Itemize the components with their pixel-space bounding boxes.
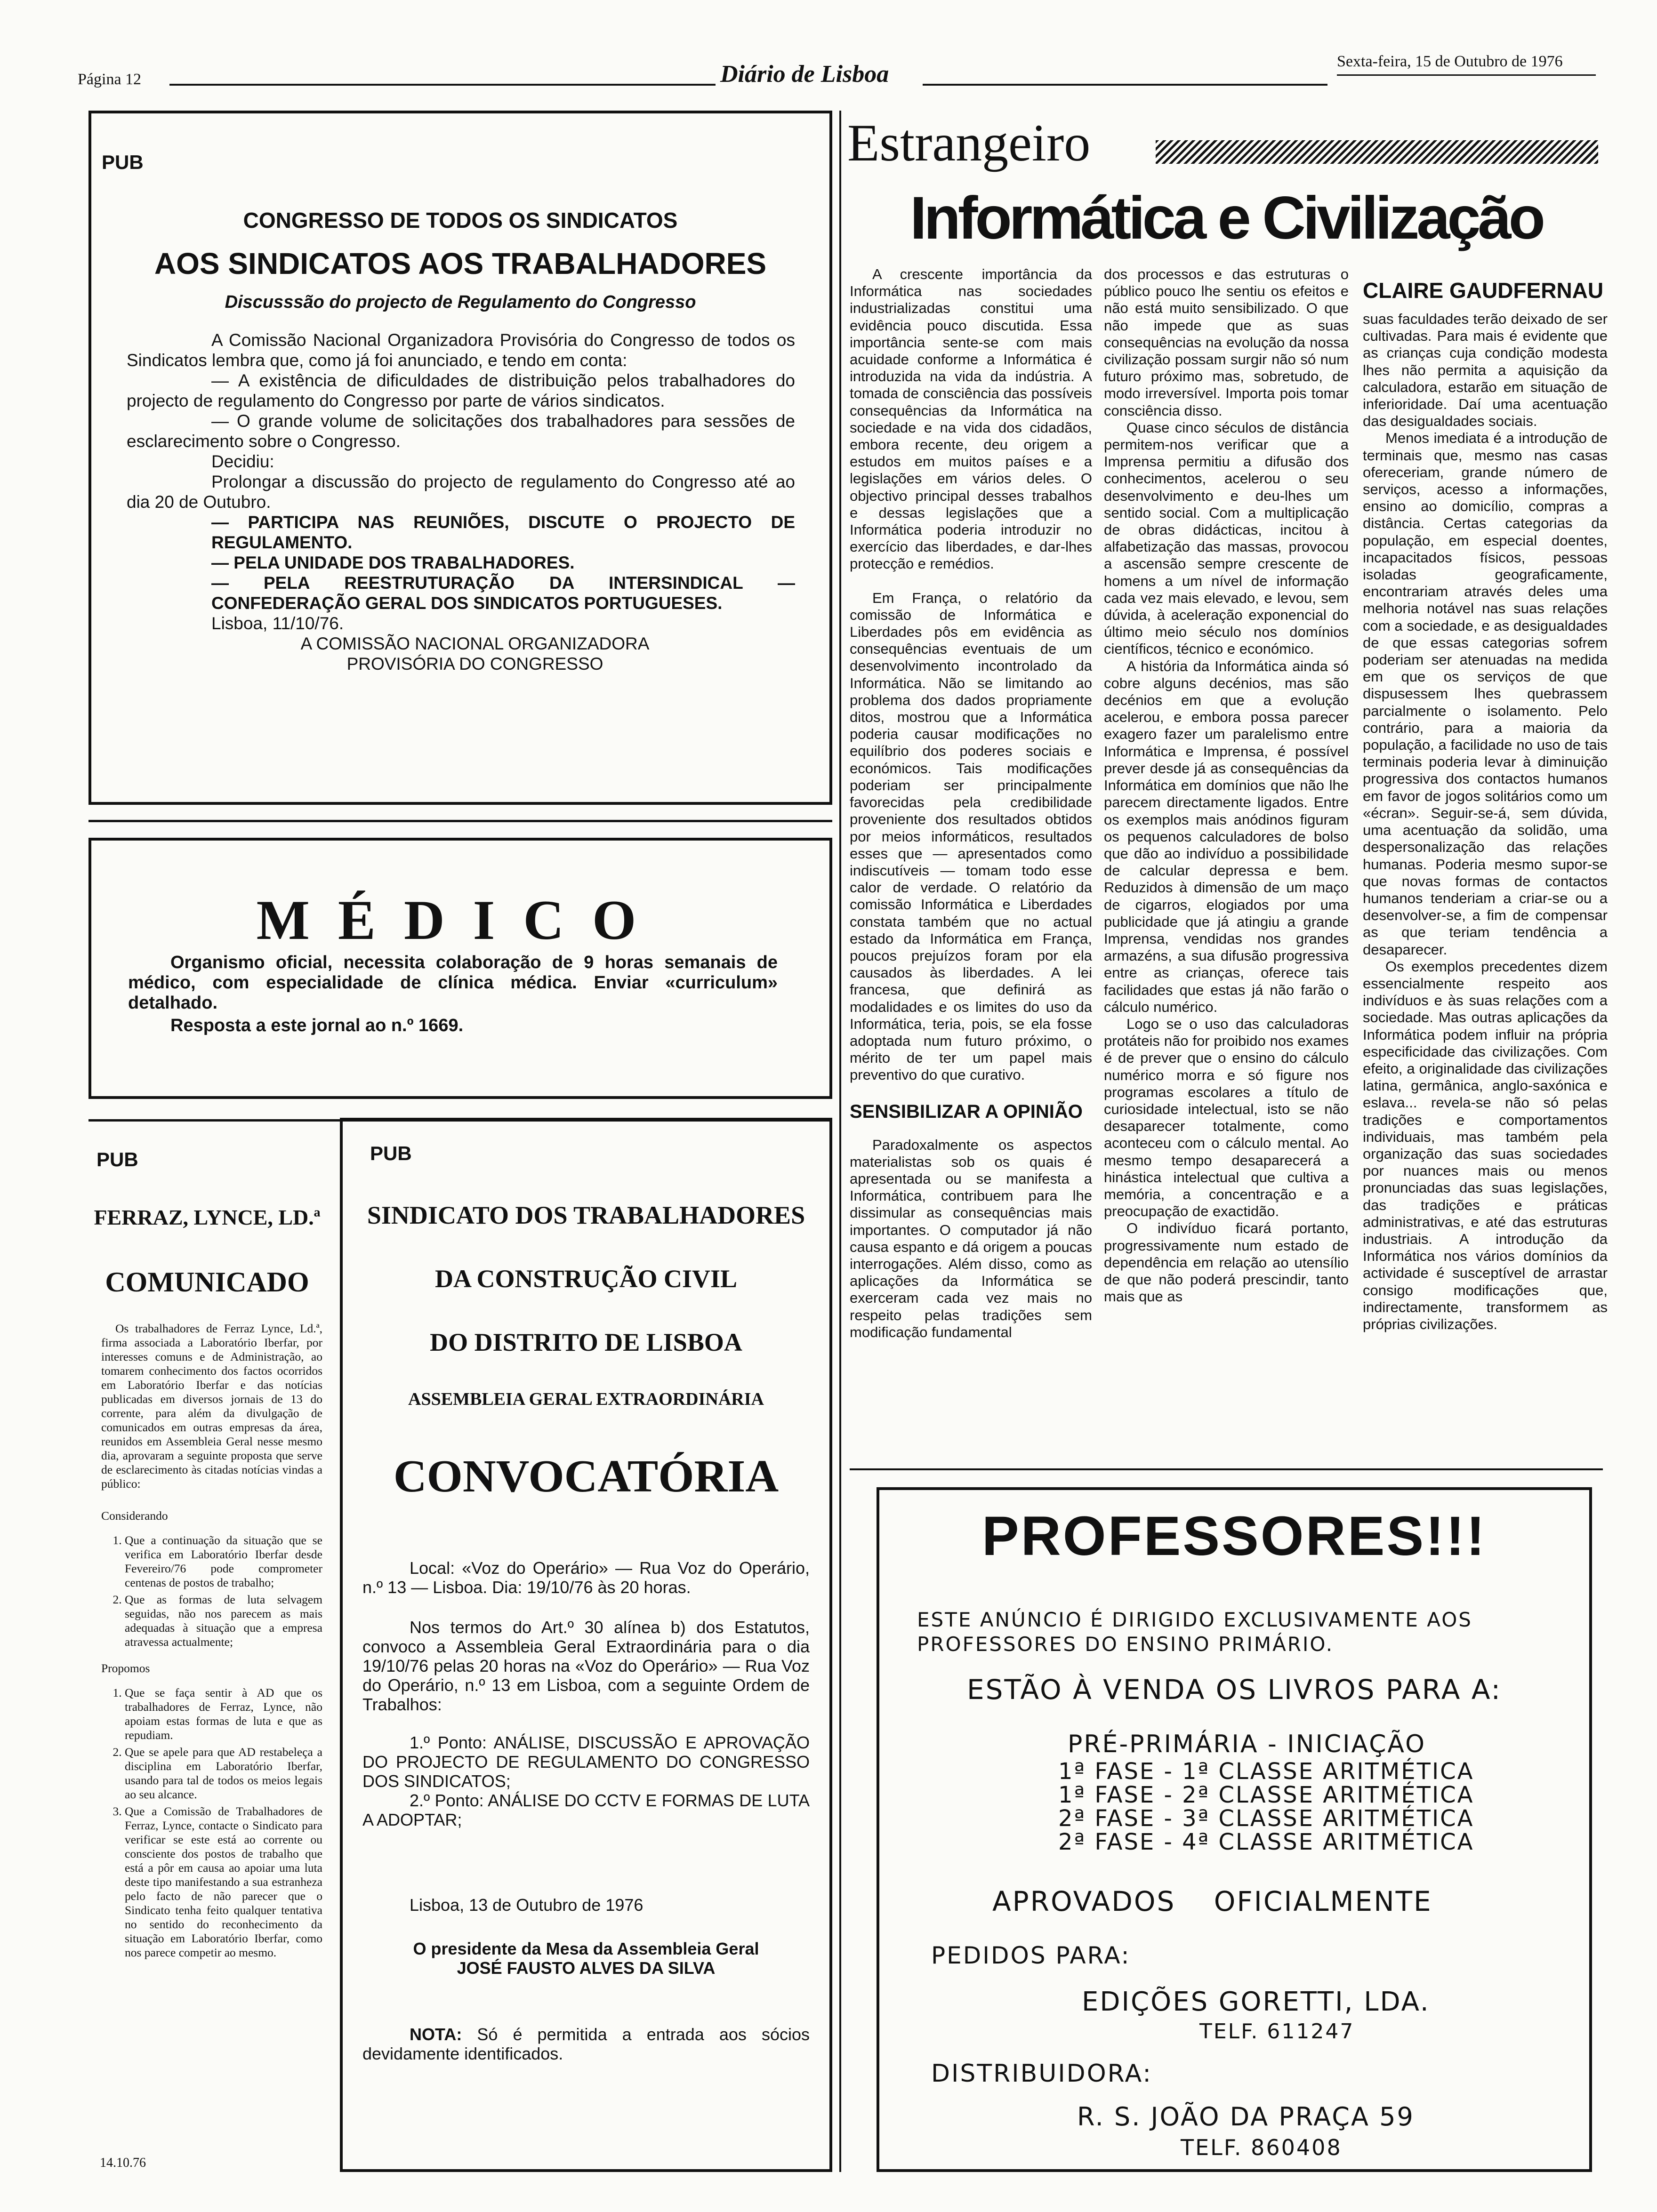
- col2-paragraph-4: Logo se o uso das calculadoras protáteis não for proibido nos exames é de prever que o ensino do cálculo numérico morra e só figure nos programas escolares a título de curiosidade intelectual, isto se não desaparecer totalmente, como aconteceu com o cálculo mental. Ao mesmo tempo desaparecerá a hinástica intelectual que cultiva a memória, a concentração e a preocupação de exactidão.: [1104, 1015, 1349, 1220]
- masthead-rule-right: [923, 84, 1327, 86]
- professores-item-3: 2ª FASE - 3ª CLASSE ARITMÉTICA: [1058, 1805, 1474, 1832]
- article-column-3: [1363, 311, 1608, 1333]
- professores-distribuidora: DISTRIBUIDORA:: [931, 2060, 1152, 2088]
- sindicato-point-1: 1.º Ponto: ANÁLISE, DISCUSSÃO E APROVAÇÃO DO PROJECTO DE REGULAMENTO DO CONGRESSO DOS SINDICATOS;: [362, 1733, 810, 1791]
- list-item: 3. Que a Comissão de Trabalhadores de Ferraz, Lynce, contacte o Sindicato para verificar se este está ao corrente ou consciente dos postos de trabalho que está a pôr em causa ao apoiar uma luta deste tipo manifestando a sua estranheza pelo facto de não parecer que o Sindicato tenha feito qualquer tentativa no sentido do reconhecimento da situação em Laboratório Iberfar, como nos parece competir ao mesmo.: [125, 1804, 322, 1960]
- professores-edicoes: EDIÇÕES GORETTI, LDA.: [1082, 1987, 1430, 2017]
- sindicato-line-3: DO DISTRITO DE LISBOA: [430, 1328, 742, 1356]
- ferraz-propomos-list: [101, 1686, 322, 1960]
- congresso-heading-3: Discusssão do projecto de Regulamento do Congresso: [225, 292, 696, 312]
- sindicato-ad: [340, 1118, 832, 2172]
- sindicato-line-4: ASSEMBLEIA GERAL EXTRAORDINÁRIA: [408, 1389, 764, 1409]
- masthead-rule-far: [1337, 74, 1596, 76]
- nota-text: Só é permitida a entrada aos sócios devidamente identificados.: [362, 2025, 810, 2063]
- col3-paragraph-2: Menos imediata é a introdução de terminais que, mesmo nas casas ofereceriam, grande número de serviços, acesso a informações, ensino ao domicílio, compras a distância. Certas categorias da população, em especial doentes, incapacitados físicos, pessoas isoladas geograficamente, encontrariam através deles uma melhoria notável nas suas relações com a sociedade, e as desigualdades de que essas categorias sofrem poderiam ser atenuadas na medida em que os serviços de que dispusessem lhes quebrassem parcialmente o isolamento. Pelo contrário, para a maioria da população, a facilidade no uso de tais terminais poderia levar à diminuição progressiva dos contactos humanos em favor de jogos solitários como um «écran». Seguir-se-á, sem dúvida, uma acentuação da solidão, uma despersonalização das relações humanas. Poderia mesmo supor-se que novas formas de contactos humanos tenderiam a criar-se ou a desenvolver-se, a fim de compensar as que teriam tendência a desaparecer.: [1363, 430, 1608, 958]
- article-subheading: SENSIBILIZAR A OPINIÃO: [850, 1101, 1083, 1122]
- ferraz-title: COMUNICADO: [105, 1266, 309, 1298]
- sindicato-line-2: DA CONSTRUÇÃO CIVIL: [434, 1265, 738, 1293]
- col2-paragraph-2: Quase cinco séculos de distância permitem-nos verificar que a Imprensa permitiu a difusão dos conhecimentos, acelerou o seu desenvolvimento e deu-lhes um sentido social. Com a multiplicação de obras didácticas, incitou à alfabetização das massas, provocou a ascensão sempre crescente de homens a um nível de informação cada vez mais elevado, e levou, sem dúvida, à aceleração exponencial do último meio século nos domínios científicos, técnico e económico.: [1104, 419, 1349, 657]
- congresso-b3: — PELA REESTRUTURAÇÃO DA INTERSINDICAL — CONFEDERAÇÃO GERAL DOS SINDICATOS PORTUGUESES.: [211, 573, 795, 613]
- column-divider: [839, 111, 841, 2172]
- nota-label: NOTA:: [410, 2025, 462, 2044]
- sindicato-sign-1: O presidente da Mesa da Assembleia Geral: [413, 1939, 759, 1958]
- sindicato-point-2: 2.º Ponto: ANÁLISE DO CCTV E FORMAS DE LUTA A ADOPTAR;: [362, 1791, 810, 1829]
- sindicato-nota: [362, 2025, 810, 2063]
- masthead-rule-left: [169, 84, 716, 86]
- separator-1: [88, 820, 832, 822]
- section-title: Estrangeiro: [847, 114, 1091, 172]
- article-headline: Informática e Civilização: [910, 184, 1543, 252]
- sindicato-sign-2: JOSÉ FAUSTO ALVES DA SILVA: [457, 1958, 716, 1978]
- congresso-b2: — PELA UNIDADE DOS TRABALHADORES.: [211, 553, 575, 572]
- professores-title: PROFESSORES!!!: [981, 1505, 1487, 1567]
- congresso-date: Lisboa, 11/10/76.: [211, 614, 344, 633]
- congresso-ad: [88, 111, 832, 805]
- page-number: Página 12: [78, 71, 142, 88]
- sindicato-text: Nos termos do Art.º 30 alínea b) dos Estatutos, convoco a Assembleia Geral Extraordinária para o dia 19/10/76 pelas 20 horas na «Voz do Operário» — Rua Voz do Operário, n.º 13 em Lisboa, com a seguinte Ordem de Trabalhos:: [362, 1618, 810, 1714]
- ferraz-body: [101, 1322, 322, 1963]
- ferraz-pub-label: PUB: [97, 1148, 138, 1170]
- sindicato-body: [362, 1558, 810, 2063]
- section-rule: [1156, 140, 1598, 164]
- professores-item-0: PRÉ-PRIMÁRIA - INICIAÇÃO: [1068, 1730, 1426, 1758]
- congresso-p1: A Comissão Nacional Organizadora Provisória do Congresso de todos os Sindicatos lembra que, como já foi anunciado, e tendo em conta:: [127, 330, 795, 370]
- article-column-1: [850, 266, 1092, 1341]
- professores-line-1: ESTE ANÚNCIO É DIRIGIDO EXCLUSIVAMENTE AOS PROFESSORES DO ENSINO PRIMÁRIO.: [917, 1608, 1472, 1656]
- professores-telf-1: TELF. 611247: [1199, 2020, 1355, 2044]
- list-item: 2. Que as formas de luta selvagem seguidas, não nos parecem as mais adequadas à situação que a empresa atravessa actualmente;: [125, 1593, 322, 1649]
- article-author: CLAIRE GAUDFERNAU: [1363, 278, 1604, 303]
- professores-line-2: ESTÃO À VENDA OS LIVROS PARA A:: [966, 1674, 1502, 1706]
- congresso-p4: Prolongar a discussão do projecto de regulamento do Congresso até ao dia 20 de Outubro.: [127, 472, 795, 512]
- col1-paragraph-2: Em França, o relatório da comissão de Informática e Liberdades pôs em evidência as consequências eventuais de um desenvolvimento incontrolado da Informática. Não se limitando ao problema dos dados propriamente ditos, mostrou que a Informática poderia causar modificações no equilíbrio dos poderes sociais e económicos. Tais modificações poderiam ser principalmente favorecidas pela credibilidade proveniente dos resultados obtidos por meios informáticos, resultados esses que — apresentados como indiscutíveis — tomam todo esse calor de verdade. O relatório da comissão Informática e Liberdades constata também que no actual estado da Informática em França, poucos prejuízos foram por ela causados às liberdades. A lei francesa, que definirá as modalidades e os limites do uso da Informática, teria, pois, se ela fosse adoptada num futuro próximo, o mérito de ter um papel mais preventivo do que curativo.: [850, 589, 1092, 1083]
- sindicato-title: CONVOCATÓRIA: [393, 1451, 779, 1502]
- list-item: 1. Que a continuação da situação que se verifica em Laboratório Iberfar desde Fevereiro/76 pode comprometer centenas de postos de trabalho;: [125, 1533, 322, 1590]
- ferraz-propomos: Propomos: [101, 1661, 150, 1675]
- col1-paragraph-1: A crescente importância da Informática nas sociedades industrializadas constitui uma evidência pouco discutida. Essa importância sente-se com mais acuidade conforme a Informática é introduzida na vida da indústria. A tomada de consciência das possíveis consequências da Informática na sociedade e na vida dos cidadãos, embora recente, deu origem a estudos em muitos países e a legislações em vários deles. O objectivo principal desses trabalhos e dessas legislações que a Informática poderia introduzir no exercício das liberdades, e dar-lhes protecção e remédios.: [850, 266, 1092, 572]
- ferraz-date: 14.10.76: [100, 2156, 146, 2170]
- professores-address: R. S. JOÃO DA PRAÇA 59: [1077, 2102, 1415, 2132]
- list-item: 2. Que se apele para que AD restabeleça a disciplina em Laboratório Iberfar, usando para tal de todos os meios legais ao seu alcance.: [125, 1745, 322, 1802]
- congresso-body: [127, 330, 795, 674]
- col1-paragraph-3: Paradoxalmente os aspectos materialistas sob os quais é apresentada ou se manifesta a Informática, contribuem para lhe dissimular as consequências mais importantes. O computador já não causa espanto e dá origem a poucas interrogações. Além disso, como as aplicações da Informática se exerceram cada vez mais no respeito pelas tradições sem modificação fundamental: [850, 1136, 1092, 1340]
- list-item: 1. Que se faça sentir à AD que os trabalhadores de Ferraz, Lynce, não apoiam estas formas de luta e que as repudiam.: [125, 1686, 322, 1742]
- ferraz-considerando: Considerando: [101, 1509, 168, 1523]
- medico-reply: Resposta a este jornal ao n.º 1669.: [170, 1016, 464, 1035]
- separator-3: [850, 1468, 1603, 1470]
- professores-item-4: 2ª FASE - 4ª CLASSE ARITMÉTICA: [1058, 1829, 1474, 1855]
- ferraz-considerando-list: [101, 1533, 322, 1649]
- professores-approved: APROVADOS OFICIALMENTE: [992, 1885, 1432, 1917]
- col3-paragraph-1: suas faculdades terão deixado de ser cultivadas. Para mais é evidente que as crianças cuja condição modesta lhes não permita a aquisição da calculadora, estarão em situação de inferioridade. Daí uma acentuação das desigualdades sociais.: [1363, 311, 1608, 430]
- sindicato-date: Lisboa, 13 de Outubro de 1976: [410, 1895, 643, 1915]
- congresso-p3: — O grande volume de solicitações dos trabalhadores para sessões de esclarecimento sobre o Congresso.: [127, 411, 795, 451]
- article-column-2: [1104, 266, 1349, 1305]
- pub-label: PUB: [102, 151, 144, 173]
- professores-ad: [877, 1487, 1592, 2172]
- col2-paragraph-3: A história da Informática ainda só cobre alguns decénios, mas são decénios em que a evolução acelerou, e embora possa parecer exagero fazer um paralelismo entre Informática e Imprensa, é possível prever desde já as consequências da Informática em domínios que não lhe parecem directamente ligados. Entre os exemplos mais anódinos figuram os pequenos calculadores de bolso que dão ao indivíduo a possibilidade de calcular depressa e bem. Reduzidos à dimensão de um maço de cigarros, elogiados por uma publicidade que já atingiu a grande Imprensa, vendidas nos grandes armazéns, a sua difusão progressiva entre as crianças, oferece tais facilidades que estas já não farão o cálculo numérico.: [1104, 657, 1349, 1015]
- ferraz-intro: Os trabalhadores de Ferraz Lynce, Ld.ª, firma associada a Laboratório Iberfar, por interesses comuns e de Administração, ao tomarem conhecimento dos factos ocorridos em Laboratório Iberfar e das notícias publicadas em diversos jornais de 13 do corrente, para além da divulgação de comunicados em outras empresas da área, reunidos em Assembleia Geral nesse mesmo dia, aprovaram a seguinte proposta que serve de esclarecimento às citadas notícias vindas a público:: [101, 1322, 322, 1491]
- congresso-heading-2: AOS SINDICATOS AOS TRABALHADORES: [154, 247, 767, 281]
- professores-telf-2: TELF. 860408: [1181, 2135, 1342, 2160]
- professores-pedidos: PEDIDOS PARA:: [931, 1942, 1131, 1969]
- issue-date: Sexta-feira, 15 de Outubro de 1976: [1337, 53, 1563, 70]
- sindicato-line-1: SINDICATO DOS TRABALHADORES: [367, 1201, 805, 1229]
- sindicato-pub-label: PUB: [370, 1142, 412, 1164]
- congresso-p2: — A existência de dificuldades de distribuição pelos trabalhadores do projecto de regulamento do Congresso por parte de vários sindicatos.: [127, 371, 795, 410]
- col2-paragraph-1: dos processos e das estruturas o público pouco lhe sentiu os efeitos e não está muito sensibilizado. O que não impede que as suas consequências na evolução da nossa civilização possam surgir não só num futuro próximo mas, sobretudo, de modo irreversível. Importa pois tomar consciência disso.: [1104, 266, 1349, 419]
- congresso-heading-1: CONGRESSO DE TODOS OS SINDICATOS: [243, 208, 678, 232]
- congresso-signature: A COMISSÃO NACIONAL ORGANIZADORA PROVISÓRIA DO CONGRESSO: [300, 634, 650, 673]
- congresso-decidiu: Decidiu:: [211, 452, 274, 471]
- congresso-b1: — PARTICIPA NAS REUNIÕES, DISCUTE O PROJECTO DE REGULAMENTO.: [211, 513, 795, 552]
- ferraz-company: FERRAZ, LYNCE, LD.ª: [94, 1205, 321, 1229]
- medico-ad: [88, 838, 832, 1099]
- professores-item-1: 1ª FASE - 1ª CLASSE ARITMÉTICA: [1058, 1758, 1474, 1785]
- sindicato-local: Local: «Voz do Operário» — Rua Voz do Operário, n.º 13 — Lisboa. Dia: 19/10/76 às 20 horas.: [362, 1558, 810, 1597]
- col2-paragraph-5: O indivíduo ficará portanto, progressivamente num estado de dependência em relação ao utensílio de que não poderá prescindir, tanto mais que as: [1104, 1220, 1349, 1305]
- professores-item-2: 1ª FASE - 2ª CLASSE ARITMÉTICA: [1058, 1782, 1474, 1808]
- medico-text: Organismo oficial, necessita colaboração de 9 horas semanais de médico, com especialidade de clínica médica. Enviar «curriculum» detalhado.: [128, 953, 778, 1013]
- newspaper-name: Diário de Lisboa: [720, 61, 889, 88]
- col3-paragraph-3: Os exemplos precedentes dizem essencialmente respeito aos indivíduos e às suas relações com a sociedade. Mas outras aplicações da Informática podem influir na própria especificidade das civilizações. Com efeito, a originalidade das civilizações latina, germânica, anglo-saxónica e eslava... revela-se não só pelas tradições e comportamentos individuais, mas também pela organização das suas sociedades por nuances mais ou menos pronunciadas das suas legislações, das tradições e práticas administrativas, e até das estruturas industriais. A introdução da Informática nos vários domínios da actividade é susceptível de arrastar consigo modificações que, indirectamente, transformem as próprias civilizações.: [1363, 958, 1608, 1332]
- medico-title: MÉDICO: [256, 889, 665, 951]
